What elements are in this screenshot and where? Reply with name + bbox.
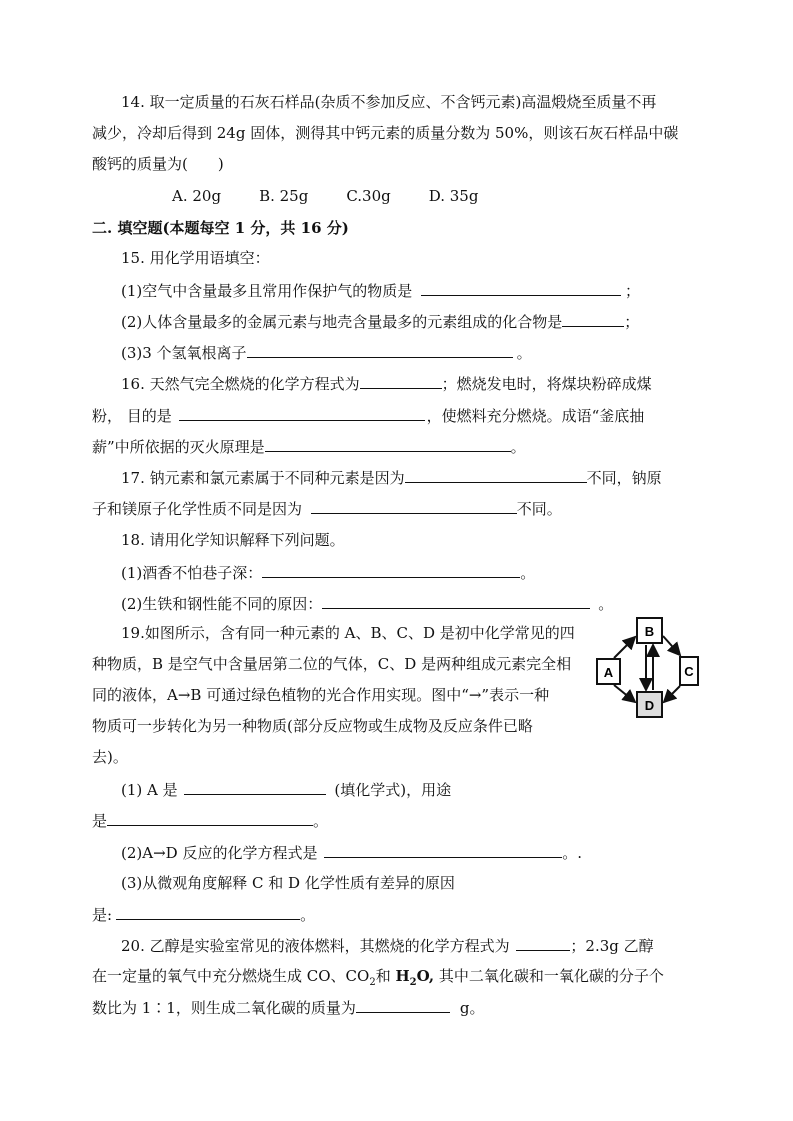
q16-text-c: 粉， 目的是 — [92, 407, 172, 425]
q20-sub-co2: 2 — [369, 977, 376, 988]
q18-stem: 18. 请用化学知识解释下列问题。 — [121, 531, 345, 549]
q19-line2: 种物质，B 是空气中含量居第二位的气体，C、D 是两种组成元素完全相 — [92, 655, 572, 673]
q15-blank-3[interactable] — [247, 342, 513, 358]
q20-blank-2[interactable] — [356, 997, 450, 1013]
option-d: D. 35g — [428, 187, 479, 205]
q17-blank-2[interactable] — [311, 498, 517, 514]
q17-text-a: 17. 钠元素和氯元素属于不同种元素是因为 — [121, 469, 405, 487]
q19-part1-cont — [92, 810, 328, 831]
q15-blank-1[interactable] — [421, 280, 621, 296]
q17-text-b: 不同，钠原 — [586, 469, 662, 487]
q15-p3-text: (3)3 个氢氧根离子 — [121, 344, 247, 362]
q18-part2 — [121, 593, 613, 614]
q19-p1b: (填化学式)，用途 — [334, 781, 452, 799]
label-a: A — [603, 665, 614, 680]
q17-blank-1[interactable] — [405, 467, 587, 483]
q19-line3: 同的液体，A→B 可通过绿色植物的光合作用实现。图中“→”表示一种 — [92, 686, 550, 704]
label-b: B — [644, 624, 655, 639]
q18-p1-end: 。 — [520, 564, 536, 582]
q16-blank-1[interactable] — [360, 373, 442, 389]
q20-line1 — [121, 935, 654, 956]
q16-blank-2[interactable] — [179, 405, 425, 421]
q20-line2 — [92, 966, 664, 986]
q19-blank-2[interactable] — [107, 810, 313, 826]
q15-stem: 15. 用化学用语填空： — [121, 249, 270, 267]
q17-text-c: 子和镁原子化学性质不同是因为 — [92, 500, 303, 518]
q20-line3 — [92, 997, 484, 1018]
q20-formula-h: H — [395, 967, 410, 985]
q19-part3: (3)从微观角度解释 C 和 D 化学性质有差异的原因 — [121, 874, 455, 892]
q18-blank-2[interactable] — [322, 593, 590, 609]
q20-text-a-end: ；2.3g 乙醇 — [570, 937, 654, 955]
q19-blank-4[interactable] — [116, 904, 300, 920]
q19-line4: 物质可一步转化为另一种物质(部分反应物或生成物及反应条件已略 — [92, 717, 533, 735]
q20-text-a: 20. 乙醇是实验室常见的液体燃料，其燃烧的化学方程式为 — [121, 937, 510, 955]
q19-part3-cont — [92, 904, 315, 925]
q20-text-b1: 在一定量的氧气中充分燃烧生成 CO、CO — [92, 967, 370, 985]
q14-line1: 14. 取一定质量的石灰石样品(杂质不参加反应、不含钙元素)高温煅烧至质量不再 — [121, 93, 657, 111]
q14-line3: 酸钙的质量为( ) — [92, 155, 224, 173]
q20-text-c-end: g。 — [459, 999, 485, 1017]
q20-text-b5: 其中二氧化碳和一氧化碳的分子个 — [434, 967, 664, 985]
q15-p1-text: (1)空气中含量最多且常用作保护气的物质是 — [121, 282, 413, 300]
q19-p1-end: 。 — [313, 812, 329, 830]
q16-text-f: 。 — [510, 438, 526, 456]
q18-p1-text: (1)酒香不怕巷子深： — [121, 564, 263, 582]
arrow-a-to-b — [614, 637, 635, 658]
box-a — [597, 659, 620, 684]
arrow-c-to-d — [664, 686, 680, 702]
q16-blank-3[interactable] — [265, 436, 511, 452]
q20-formula-o: O, — [416, 967, 435, 985]
q20-sub-h2o: 2 — [409, 977, 417, 988]
q17-text-d: 不同。 — [516, 500, 562, 518]
q14-options — [172, 186, 478, 206]
q19-line1: 19.如图所示，含有同一种元素的 A、B、C、D 是初中化学常见的四 — [121, 624, 575, 642]
q15-blank-2[interactable] — [562, 311, 624, 327]
box-c — [680, 657, 698, 685]
q18-blank-1[interactable] — [262, 562, 520, 578]
q18-part1 — [121, 562, 535, 583]
q15-p2-end: ； — [624, 313, 640, 331]
q19-diagram — [592, 614, 700, 720]
section-title: 二. 填空题(本题每空 1 分，共 16 分) — [92, 219, 349, 237]
q19-part2 — [121, 842, 582, 863]
q15-part3 — [121, 342, 532, 363]
q16-line3 — [92, 436, 526, 457]
option-c: C.30g — [346, 187, 391, 205]
q15-part1 — [121, 280, 640, 301]
q15-p1-end: ； — [625, 282, 641, 300]
q19-p2-text: (2)A→D 反应的化学方程式是 — [121, 844, 318, 862]
q15-p2-text: (2)人体含量最多的金属元素与地壳含量最多的元素组成的化合物是 — [121, 313, 563, 331]
q19-p1a: (1) A 是 — [121, 781, 178, 799]
label-d: D — [644, 698, 655, 713]
arrow-a-to-d — [614, 685, 635, 702]
q16-text-e: 薪”中所依据的灭火原理是 — [92, 438, 265, 456]
arrow-c-to-b — [663, 636, 680, 655]
q16-line2 — [92, 405, 644, 426]
q19-p2-end: 。. — [562, 844, 583, 862]
option-a: A. 20g — [172, 187, 222, 205]
q18-p2-text: (2)生铁和钢性能不同的原因： — [121, 595, 323, 613]
box-d — [637, 692, 662, 717]
label-c: C — [684, 664, 694, 679]
q20-text-b2: 和 — [375, 967, 396, 985]
q19-p1c: 是 — [92, 812, 108, 830]
q16-text-a: 16. 天然气完全燃烧的化学方程式为 — [121, 375, 360, 393]
q19-p3b: 是: — [92, 906, 113, 924]
option-b: B. 25g — [259, 187, 309, 205]
q19-blank-1[interactable] — [184, 779, 326, 795]
q19-part1 — [121, 779, 451, 800]
q16-line1 — [121, 373, 652, 394]
q19-p3-end: 。 — [300, 906, 316, 924]
q17-line2 — [92, 498, 562, 519]
q16-text-b: ；燃烧发电时，将煤块粉碎成煤 — [441, 375, 652, 393]
q15-p3-end: 。 — [516, 344, 532, 362]
q18-p2-end: 。 — [598, 595, 614, 613]
q19-line5: 去)。 — [92, 748, 128, 766]
box-b — [637, 618, 662, 643]
q17-line1 — [121, 467, 662, 488]
q20-text-c: 数比为 1∶1，则生成二氧化碳的质量为 — [92, 999, 356, 1017]
q20-blank-1[interactable] — [516, 935, 570, 951]
q16-text-d: ，使燃料充分燃烧。成语“釜底抽 — [426, 407, 645, 425]
q15-part2 — [121, 311, 639, 332]
q19-blank-3[interactable] — [324, 842, 562, 858]
q14-line2: 减少，冷却后得到 24g 固体，测得其中钙元素的质量分数为 50%，则该石灰石样品中碳 — [92, 124, 679, 142]
